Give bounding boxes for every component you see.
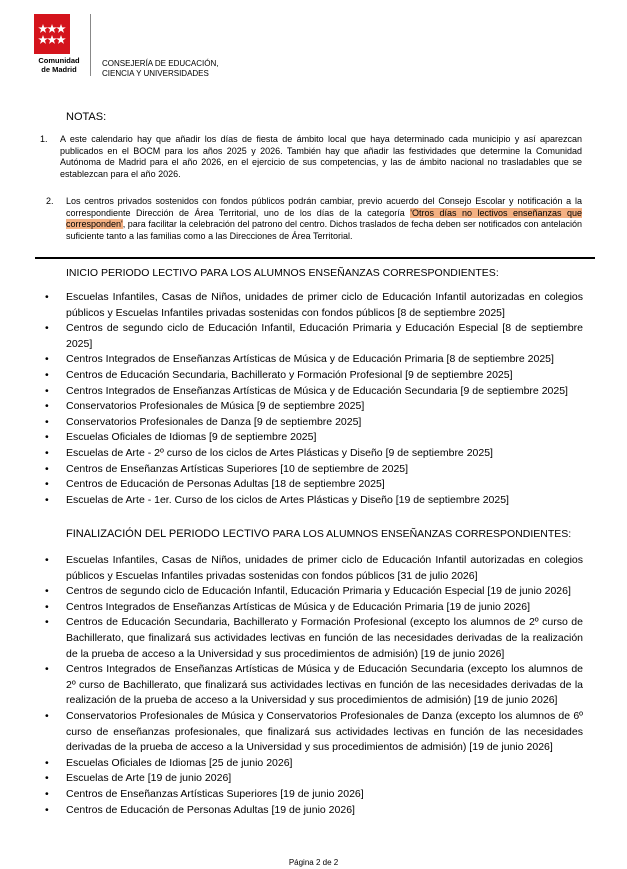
note-item: 2. Los centros privados sostenidos con fondos públicos podrán cambiar, previo acuerdo del Consejo Escolar y notificación a la correspondiente Dirección de Área Territorial, uno de los días de la categoría 'Otros días no lectivos enseñanzas que corresponden', para facilitar la celebración del patrono del centro. Dichos traslados de fecha deben ser notificados con antelación suficiente tanto a las familias como a las Direcciones de Área Territorial. [46, 196, 582, 241]
bullet-icon: • [45, 462, 49, 475]
list-item: • Centros de Educación de Personas Adultas [19 de junio 2026] [66, 803, 583, 819]
list-item: • Escuelas Infantiles, Casas de Niños, unidades de primer ciclo de Educación Infantil autorizadas en colegios públicos y Escuelas Infantiles privadas sostenidas con fondos públicos [31 de julio 2026] [45, 554, 583, 582]
bullet-icon: • [45, 585, 49, 598]
bullet-icon: • [45, 616, 49, 629]
list-item: • Centros de Educación Secundaria, Bachillerato y Formación Profesional [9 de septiembre 2025] [66, 368, 583, 384]
bullet-icon: • [45, 353, 49, 366]
bullet-icon: • [45, 554, 49, 566]
list-item: • Centros Integrados de Enseñanzas Artísticas de Música y de Educación Secundaria [9 de septiembre 2025] [66, 384, 583, 400]
bullet-icon: • [45, 368, 49, 381]
page-number: Página 2 de 2 [288, 858, 339, 867]
list-item: • Centros de segundo ciclo de Educación Infantil, Educación Primaria y Educación Especial [19 de junio 2026] [66, 584, 583, 600]
list-item: • Escuelas de Arte - 1er. Curso de los ciclos de Artes Plásticas y Diseño [19 de septiembre 2025] [66, 493, 583, 509]
note-item: 1. A este calendario hay que añadir los días de fiesta de ámbito local que haya determinado cada municipio y así aparezcan publicados en el BOCM para los años 2025 y 2026. También hay que añadir las festividades que determine la Comunidad Autónoma de Madrid para el año 2026, en el ejercicio de sus competencias, y las de ámbito nacional no trasladables que se establezcan para el año 2026. [40, 134, 582, 179]
list-item: • Centros de Enseñanzas Artísticas Superiores [19 de junio 2026] [66, 787, 583, 803]
bullet-icon: • [45, 803, 49, 816]
header-divider [90, 14, 91, 76]
bullet-icon: • [45, 384, 49, 397]
list-item: • Centros Integrados de Enseñanzas Artísticas de Música y de Educación Secundaria (excepto los alumnos de 2º curso de Bachillerato, que finalizará sus actividades lectivas en función de las necesidades derivadas de la realización de la prueba de acceso a la Universidad y sus procedimientos de admisión) [19 de junio 2026] [45, 663, 583, 707]
list-item: • Centros de Educación de Personas Adultas [18 de septiembre 2025] [66, 477, 583, 493]
list-item: • Centros de Educación Secundaria, Bachillerato y Formación Profesional (excepto los alumnos de 2º curso de Bachillerato, que finalizará sus actividades lectivas en función de las necesidades derivadas de la realización de la prueba de acceso a la Universidad y sus procedimientos de admisión) [19 de junio 2026] [45, 616, 583, 660]
bullet-icon: • [45, 756, 49, 769]
section-divider [35, 257, 595, 259]
list-item: • Centros de Enseñanzas Artísticas Superiores [10 de septiembre de 2025] [66, 462, 583, 478]
bullet-icon: • [45, 291, 49, 303]
list-item: • Escuelas Oficiales de Idiomas [9 de septiembre 2025] [66, 430, 583, 446]
finalizacion-section-title: FINALIZACIÓN DEL PERIODO LECTIVO PARA LOS ALUMNOS ENSEÑANZAS CORRESPONDIENTES: [66, 528, 572, 540]
bullet-icon: • [45, 322, 49, 335]
highlighted-category: 'Otros días no lectivos enseñanzas que corresponden' [66, 207, 582, 229]
bullet-icon: • [45, 600, 49, 613]
bullet-icon: • [45, 446, 49, 459]
list-item: • Conservatorios Profesionales de Música y Conservatorios Profesionales de Danza (excepto los alumnos de 6º curso de enseñanzas profesionales, que finalizará sus actividades lectivas en función de las necesidades derivadas de la prueba de acceso a la Universidad y sus procedimientos de admisión) [19 de junio 2026] [45, 709, 583, 754]
list-item: • Escuelas Infantiles, Casas de Niños, unidades de primer ciclo de Educación Infantil autorizadas en colegios públicos y Escuelas Infantiles privadas sostenidas con fondos públicos [8 de septiembre 2025] [45, 291, 583, 319]
stars-icon [34, 14, 70, 54]
bullet-icon: • [45, 663, 49, 676]
list-item: • Centros de segundo ciclo de Educación Infantil, Educación Primaria y Educación Especial [8 de septiembre 2025] [45, 322, 583, 350]
bullet-icon: • [45, 431, 49, 444]
list-item: • Conservatorios Profesionales de Música [9 de septiembre 2025] [66, 399, 583, 415]
bullet-icon: • [45, 415, 49, 428]
department-name: CONSEJERÍA DE EDUCACIÓN, CIENCIA Y UNIVERSIDADES [102, 59, 219, 78]
bullet-icon: • [45, 493, 49, 506]
bullet-icon: • [45, 787, 49, 800]
list-item: • Centros Integrados de Enseñanzas Artísticas de Música y de Educación Primaria [19 de junio 2026] [66, 600, 583, 616]
list-item: • Conservatorios Profesionales de Danza [9 de septiembre 2025] [66, 415, 583, 431]
list-item: • Escuelas Oficiales de Idiomas [25 de junio 2026] [66, 756, 583, 772]
list-item: • Centros Integrados de Enseñanzas Artísticas de Música y de Educación Primaria [8 de septiembre 2025] [66, 352, 583, 368]
list-item: • Escuelas de Arte - 2º curso de los ciclos de Artes Plásticas y Diseño [9 de septiembre 2025] [66, 446, 583, 462]
finalizacion-list [45, 553, 583, 818]
bullet-icon: • [45, 709, 49, 722]
bullet-icon: • [45, 478, 49, 491]
logo-wordmark: Comunidad de Madrid [38, 56, 80, 74]
list-item: • Escuelas de Arte [19 de junio 2026] [66, 771, 583, 787]
bullet-icon: • [45, 772, 49, 785]
comunidad-de-madrid-logo [34, 14, 70, 54]
bullet-icon: • [45, 400, 49, 413]
document-header [32, 14, 592, 84]
inicio-list [45, 290, 583, 508]
inicio-section-title: INICIO PERIODO LECTIVO PARA LOS ALUMNOS ENSEÑANZAS CORRESPONDIENTES: [66, 267, 499, 279]
notes-title: NOTAS: [66, 111, 107, 123]
